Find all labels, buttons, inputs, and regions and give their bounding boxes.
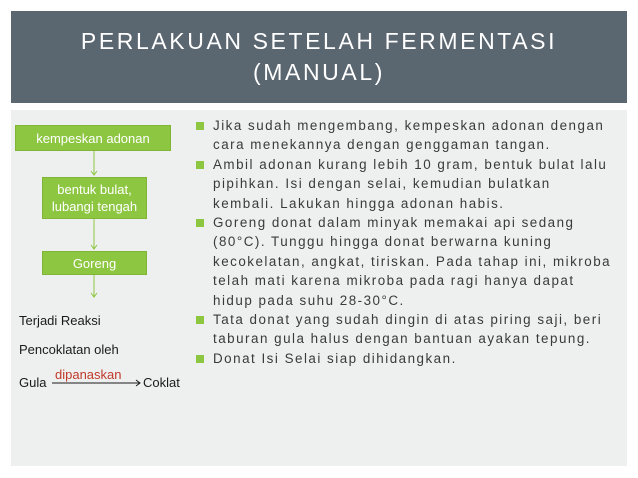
flow-step-2-label-line-1: bentuk bulat, bbox=[57, 182, 132, 197]
flow-step-bentuk bbox=[42, 177, 147, 219]
flow-step-2-label-line-2: lubangi tengah bbox=[51, 199, 138, 214]
bullet-list bbox=[196, 116, 616, 368]
flow-step-goreng bbox=[42, 251, 147, 275]
flow-step-1-label: kempeskan adonan bbox=[36, 130, 150, 146]
bullet-text: Goreng donat dalam minyak memakai api sedang (80°C). Tunggu hingga donat berwarna kuning kecokelatan, angkat, tiriskan. Pada tahap ini, mikroba telah mati karena mikroba pada ragi hanya dapat hidup pada suhu 28-30°C. bbox=[213, 215, 612, 308]
bullet-item bbox=[196, 155, 616, 213]
square-bullet-icon bbox=[196, 316, 204, 324]
bullet-text: Ambil adonan kurang lebih 10 gram, bentuk bulat lalu pipihkan. Isi dengan selai, kemudian bulatkan kembali. Lakukan hingga adonan habis. bbox=[213, 156, 608, 211]
title-bar bbox=[11, 11, 627, 103]
note-reaction-line-2: Pencoklatan oleh bbox=[19, 342, 119, 357]
bullet-item bbox=[196, 310, 616, 349]
slide-title-line-1: PERLAKUAN SETELAH FERMENTASI bbox=[80, 28, 558, 54]
reaction-reactant: Gula bbox=[19, 375, 47, 390]
square-bullet-icon bbox=[196, 161, 204, 169]
flow-step-3-label: Goreng bbox=[72, 255, 117, 271]
bullet-text: Tata donat yang sudah dingin di atas piring saji, beri taburan gula halus dengan bantuan ayakan tepung. bbox=[213, 312, 603, 347]
bullet-text: Jika sudah mengembang, kempeskan adonan dengan cara menekannya dengan genggaman tangan. bbox=[213, 118, 605, 153]
square-bullet-icon bbox=[196, 219, 204, 227]
note-reaction-line-1: Terjadi Reaksi bbox=[19, 313, 101, 328]
bullet-text: Donat Isi Selai siap dihidangkan. bbox=[213, 350, 457, 366]
bullet-item bbox=[196, 116, 616, 155]
reaction-product: Coklat bbox=[143, 375, 180, 390]
square-bullet-icon bbox=[196, 122, 204, 130]
slide-title-line-2: (MANUAL) bbox=[253, 59, 385, 85]
square-bullet-icon bbox=[196, 355, 204, 363]
flow-step-kempeskan bbox=[15, 125, 171, 151]
reaction-equation bbox=[19, 367, 194, 395]
bullet-item bbox=[196, 213, 616, 310]
bullet-item bbox=[196, 349, 616, 368]
reaction-condition: dipanaskan bbox=[55, 367, 122, 382]
